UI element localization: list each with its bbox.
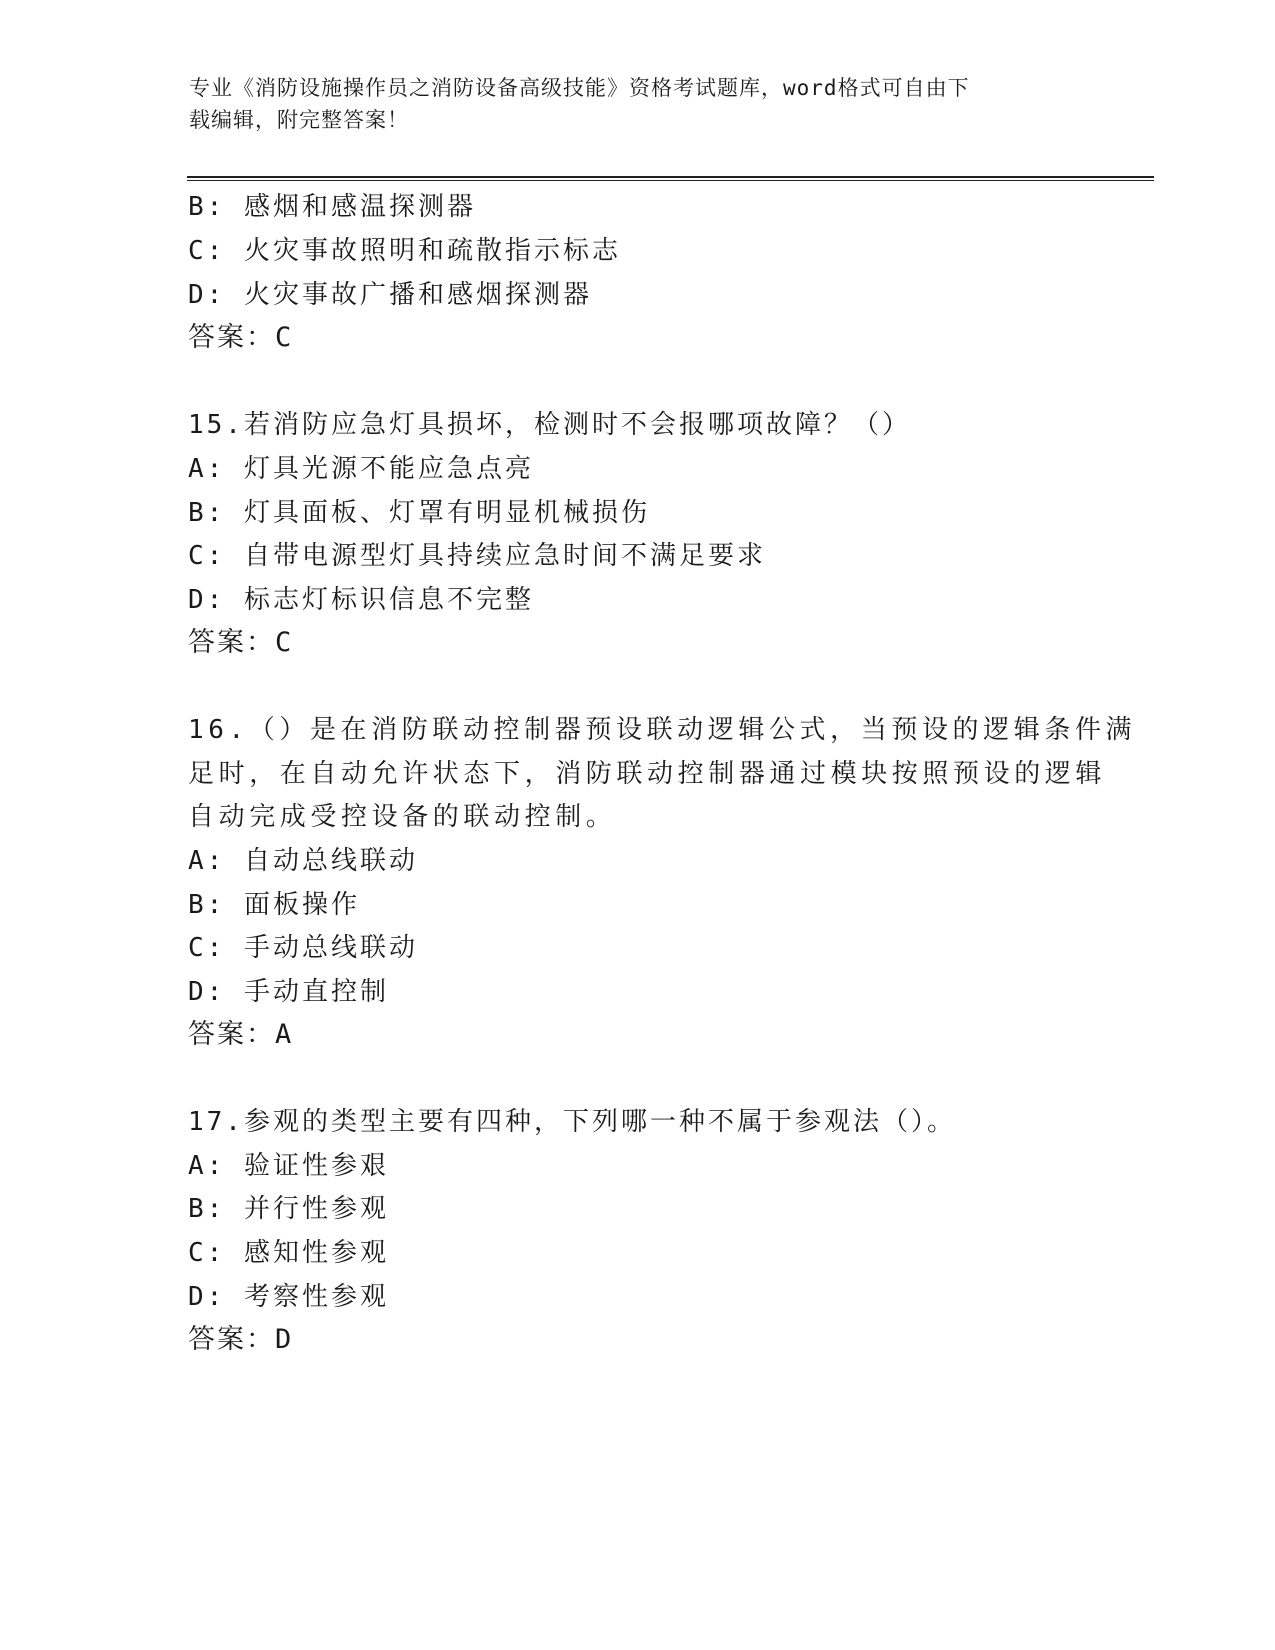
q16-option-c: C: 手动总线联动: [188, 933, 418, 963]
q14-option-b: B: 感烟和感温探测器: [188, 192, 476, 222]
header-line-1: 专业《消防设施操作员之消防设备高级技能》资格考试题库，word格式可自由下: [189, 76, 970, 100]
q16-answer: 答案：A: [188, 1019, 294, 1050]
q15-option-a: A: 灯具光源不能应急点亮: [188, 454, 534, 484]
header-divider: [187, 176, 1154, 181]
document-header: [189, 72, 1069, 136]
q17-option-a: A: 验证性参艰: [188, 1151, 389, 1181]
q15-stem: 15.若消防应急灯具损坏，检测时不会报哪项故障？（）: [188, 410, 911, 440]
q15-option-c: C: 自带电源型灯具持续应急时间不满足要求: [188, 541, 766, 571]
q14-answer: 答案：C: [188, 322, 294, 353]
q17-option-b: B: 并行性参观: [188, 1194, 389, 1224]
q15-answer: 答案：C: [188, 627, 294, 658]
q17-stem: 17.参观的类型主要有四种，下列哪一种不属于参观法（）。: [188, 1107, 956, 1137]
q14-option-c: C: 火灾事故照明和疏散指示标志: [188, 236, 621, 266]
q15-option-b: B: 灯具面板、灯罩有明显机械损伤: [188, 498, 650, 528]
q17-option-d: D: 考察性参观: [188, 1282, 389, 1312]
q15-option-d: D: 标志灯标识信息不完整: [188, 585, 534, 615]
q16-stem-line-3: 自动完成受控设备的联动控制。: [188, 802, 617, 832]
q16-option-b: B: 面板操作: [188, 890, 360, 920]
q16-option-a: A: 自动总线联动: [188, 846, 418, 876]
q17-answer: 答案：D: [188, 1324, 294, 1355]
q17-option-c: C: 感知性参观: [188, 1238, 389, 1268]
q16-stem-line-1: 16.（）是在消防联动控制器预设联动逻辑公式，当预设的逻辑条件满: [188, 715, 1137, 745]
q16-stem-line-2: 足时，在自动允许状态下，消防联动控制器通过模块按照预设的逻辑: [188, 759, 1107, 789]
q14-option-d: D: 火灾事故广播和感烟探测器: [188, 280, 592, 310]
q16-option-d: D: 手动直控制: [188, 977, 389, 1007]
header-line-2: 载编辑，附完整答案！: [189, 108, 409, 132]
